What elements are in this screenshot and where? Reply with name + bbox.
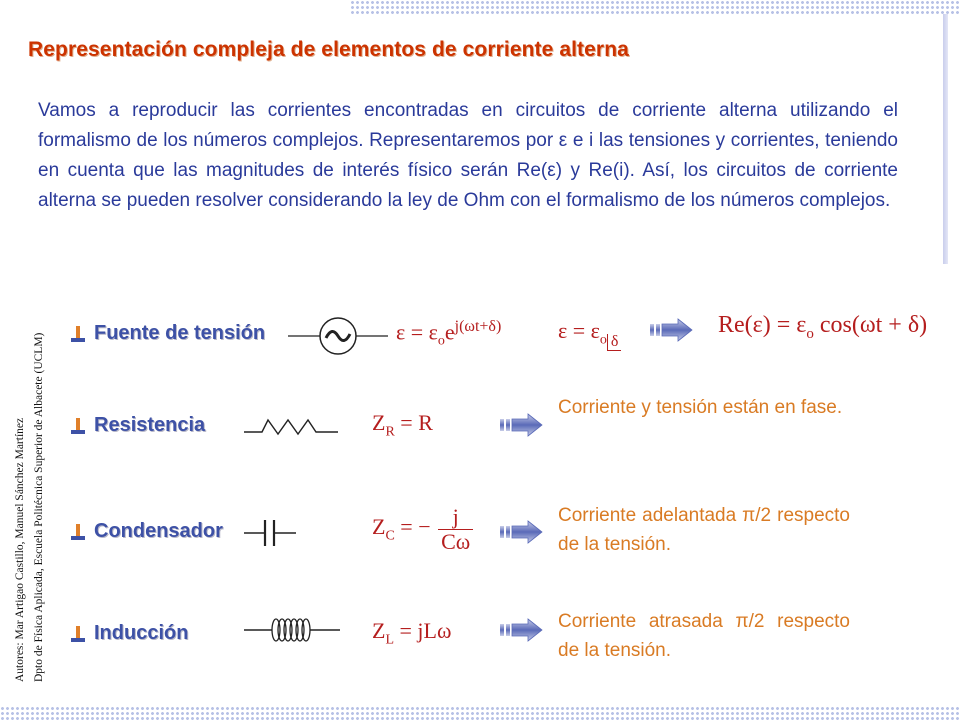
eq-inductor: $Z_L = jL\omega$ [372,618,452,648]
eq-resistor: $Z_R = R$ [372,410,433,440]
capacitor-symbol [244,518,296,548]
label-source [70,322,265,345]
arrow-icon [500,413,544,437]
credits-authors: Autores: Mar Artigao Castillo, Manuel Sánchez Martínez [14,417,26,682]
bullet-icon [70,625,86,643]
slide-title: Representación compleja de elementos de corriente alterna [28,38,629,61]
label-capacitor-text: Condensador [94,520,223,542]
label-inductor [70,622,188,645]
ac-source-symbol [288,316,388,356]
note-capacitor: Corriente adelantada π/2 respecto de la tensión. [558,505,850,555]
note-resistor: Corriente y tensión están en fase. [558,397,843,418]
label-resistor-text: Resistencia [94,414,206,436]
label-inductor-text: Inducción [94,622,189,644]
arrow-icon [500,520,544,544]
eq-source-phasor: $\varepsilon = \varepsilon_o$ δ [558,318,621,351]
label-resistor [70,414,205,437]
note-inductor: Corriente atrasada π/2 respecto de la tensión. [558,611,850,661]
eq-source-real: $Re(\varepsilon) = \varepsilon_o$ cos(ωt + δ) [718,312,928,342]
label-capacitor [70,520,223,543]
resistor-symbol [244,414,338,438]
intro-paragraph: Vamos a reproducir las corrientes encontradas en circuitos de corriente alterna utilizando el formalismo de los números complejos. Representaremos por ε e i las tensiones y corrientes, teniendo en cuenta que las magnitudes de interés físico serán Re(ε) y Re(i). Así, los circuitos de corriente alterna se pueden resolver considerando la ley de Ohm con el formalismo de los números complejos. [38,100,898,211]
eq-source-complex: $\varepsilon = \varepsilon_oe^{j(\omega t+\delta)}$ [396,318,502,349]
arrow-icon [500,618,544,642]
bullet-icon [70,325,86,343]
side-credits [14,333,45,682]
decor-side-bar [943,14,948,264]
credits-department: Dpto de Física Aplicada, Escuela Politécnica Superior de Albacete (UCLM) [33,332,45,682]
bullet-icon [70,523,86,541]
label-source-text: Fuente de tensión [94,322,266,344]
decor-dots-top [350,0,960,14]
inductor-symbol [244,615,340,645]
bullet-icon [70,417,86,435]
arrow-icon [650,318,694,342]
eq-capacitor: $Z_C$ = − $\frac{j}{C\omega}$ [372,505,473,554]
decor-dots-bottom [0,706,960,720]
